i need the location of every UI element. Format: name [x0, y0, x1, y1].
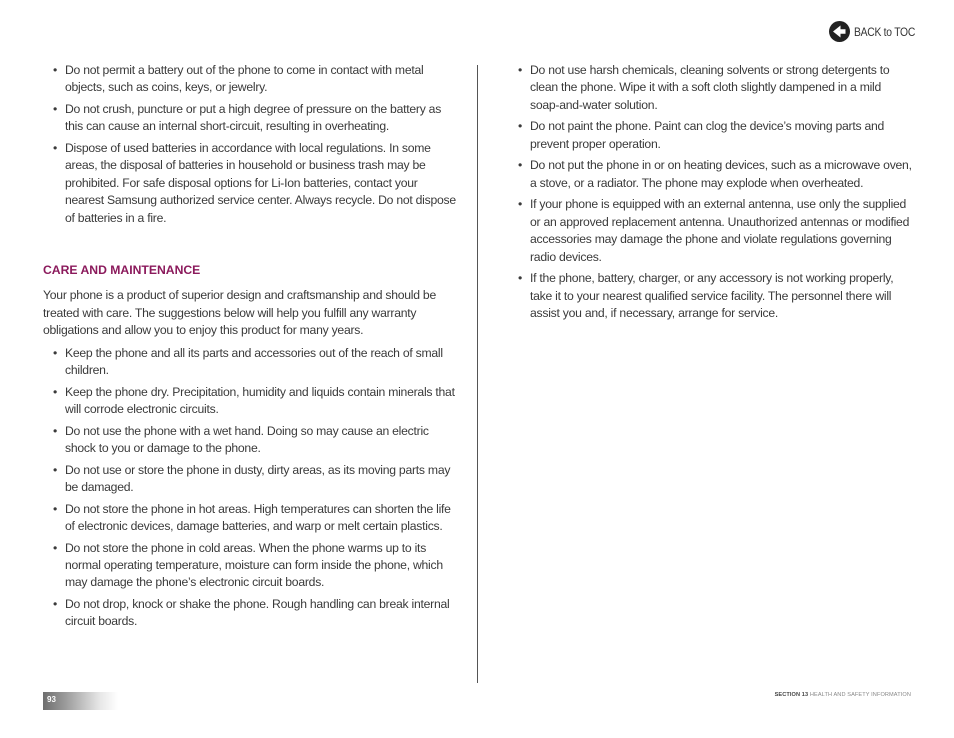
section-title: HEALTH AND SAFETY INFORMATION: [809, 692, 911, 698]
list-item: • If your phone is equipped with an external antenna, use only the supplied or an approved replacement antenna. Unauthorized antennas or modified accessories may damage the phone and violate regulations governing radio devices.: [508, 196, 913, 266]
list-item: • Do not store the phone in hot areas. High temperatures can shorten the life of electronic devices, damage batteries, and warp or melt certain plastics.: [43, 501, 458, 536]
column-divider: [477, 65, 478, 683]
list-item: • Do not use or store the phone in dusty, dirty areas, as its moving parts may be damaged.: [43, 462, 458, 497]
page-number-badge: [43, 692, 118, 710]
care-bullet-list-continued: [508, 62, 913, 322]
section-footer: [775, 692, 911, 698]
list-item: • Do not store the phone in cold areas. When the phone warms up to its normal operating temperature, moisture can form inside the phone, which may damage the phone’s electronic circuit boards.: [43, 540, 458, 592]
care-bullet-list: [43, 345, 458, 631]
back-to-toc-label[interactable]: BACK to TOC: [854, 24, 916, 39]
back-to-toc-link[interactable]: [829, 21, 925, 42]
left-column: [43, 62, 458, 635]
section-label: SECTION 13: [774, 692, 809, 698]
list-item: • Do not use the phone with a wet hand. Doing so may cause an electric shock to you or damage to the phone.: [43, 423, 458, 458]
list-item: • Dispose of used batteries in accordance with local regulations. In some areas, the disposal of batteries in household or business trash may be prohibited. For safe disposal options for Li-Ion batteries, contact your nearest Samsung authorized service center. Always recycle. Do not dispose of batteries in a fire.: [43, 140, 458, 227]
list-item: • If the phone, battery, charger, or any accessory is not working properly, take it to your nearest qualified service facility. The personnel there will assist you and, if necessary, arrange for service.: [508, 270, 913, 322]
list-item: • Do not use harsh chemicals, cleaning solvents or strong detergents to clean the phone. Wipe it with a soft cloth slightly dampened in a mild soap-and-water solution.: [508, 62, 913, 114]
right-column: [508, 62, 913, 327]
list-item: • Keep the phone dry. Precipitation, humidity and liquids contain minerals that will corrode electronic circuits.: [43, 384, 458, 419]
list-item: • Do not crush, puncture or put a high degree of pressure on the battery as this can cause an internal short-circuit, resulting in overheating.: [43, 101, 458, 136]
intro-paragraph: Your phone is a product of superior design and craftsmanship and should be treated with care. The suggestions below will help you fulfill any warranty obligations and allow you to enjoy this product for many years.: [43, 288, 436, 338]
back-arrow-icon[interactable]: [829, 21, 850, 42]
page-number: 93: [47, 695, 56, 704]
list-item: • Keep the phone and all its parts and accessories out of the reach of small children.: [43, 345, 458, 380]
list-item: • Do not permit a battery out of the phone to come in contact with metal objects, such as coins, keys, or jewelry.: [43, 62, 458, 97]
battery-bullet-list: [43, 62, 458, 227]
section-heading: CARE AND MAINTENANCE: [43, 263, 201, 278]
list-item: • Do not paint the phone. Paint can clog the device’s moving parts and prevent proper operation.: [508, 118, 913, 153]
list-item: • Do not put the phone in or on heating devices, such as a microwave oven, a stove, or a radiator. The phone may explode when overheated.: [508, 157, 913, 192]
list-item: • Do not drop, knock or shake the phone. Rough handling can break internal circuit boards.: [43, 596, 458, 631]
